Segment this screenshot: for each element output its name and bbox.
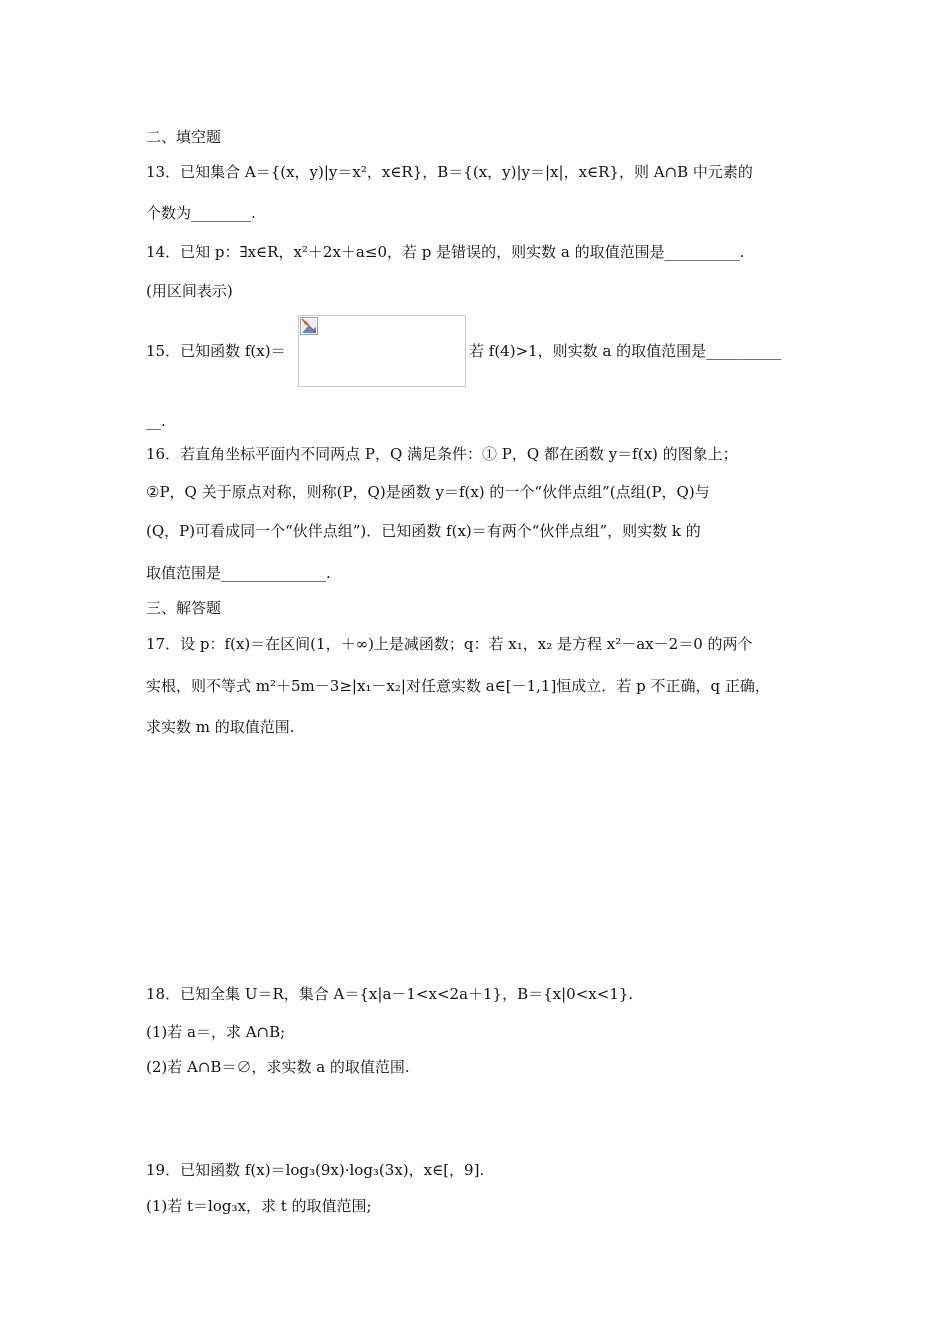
- problem-13-line-2: 个数为________.: [146, 204, 256, 222]
- formula-image-placeholder: [298, 315, 466, 387]
- problem-16-line-2: ②P，Q 关于原点对称，则称(P，Q)是函数 y＝f(x) 的一个“伙伴点组”(点组(P，Q)与: [146, 483, 710, 501]
- problem-14-line-2: (用区间表示): [146, 282, 233, 300]
- problem-13-line-1: 13．已知集合 A＝{(x，y)|y＝x²，x∈R}，B＝{(x，y)|y＝|x|，x∈R}，则 A∩B 中元素的: [146, 163, 753, 181]
- section-heading-answer: 三、解答题: [146, 599, 222, 617]
- broken-image-icon: [300, 317, 318, 335]
- section-heading-fill-blank: 二、填空题: [146, 128, 222, 146]
- problem-16-line-1: 16．若直角坐标平面内不同两点 P，Q 满足条件：① P，Q 都在函数 y＝f(x) 的图象上；: [146, 445, 738, 463]
- problem-17-line-3: 求实数 m 的取值范围.: [146, 718, 295, 736]
- problem-16-line-3: (Q，P)可看成同一个“伙伴点组”)．已知函数 f(x)＝有两个“伙伴点组”，则实数 k 的: [146, 522, 701, 540]
- problem-15-line-2: __.: [146, 412, 166, 430]
- problem-14-line-1: 14．已知 p：∃x∈R，x²＋2x＋a≤0，若 p 是错误的，则实数 a 的取值范围是__________.: [146, 243, 745, 261]
- problem-17-line-2: 实根，则不等式 m²＋5m－3≥|x₁－x₂|对任意实数 a∈[－1,1]恒成立．若 p 不正确，q 正确，: [146, 677, 770, 695]
- problem-18-line-1: 18．已知全集 U＝R，集合 A＝{x|a－1<x<2a＋1}，B＝{x|0<x<1}.: [146, 985, 634, 1003]
- problem-16-line-4: 取值范围是______________.: [146, 564, 331, 582]
- problem-17-line-1: 17．设 p：f(x)＝在区间(1，＋∞)上是减函数；q：若 x₁，x₂ 是方程 x²－ax－2＝0 的两个: [146, 635, 753, 653]
- problem-18-line-2: (1)若 a＝，求 A∩B;: [146, 1023, 286, 1041]
- problem-15-prefix: 15．已知函数 f(x)＝: [146, 342, 286, 360]
- problem-19-line-2: (1)若 t＝log₃x，求 t 的取值范围;: [146, 1197, 372, 1215]
- problem-15-suffix: 若 f(4)>1，则实数 a 的取值范围是__________: [469, 342, 782, 360]
- problem-18-line-3: (2)若 A∩B＝∅，求实数 a 的取值范围.: [146, 1058, 410, 1076]
- problem-19-line-1: 19．已知函数 f(x)＝log₃(9x)·log₃(3x)，x∈[，9].: [146, 1161, 485, 1179]
